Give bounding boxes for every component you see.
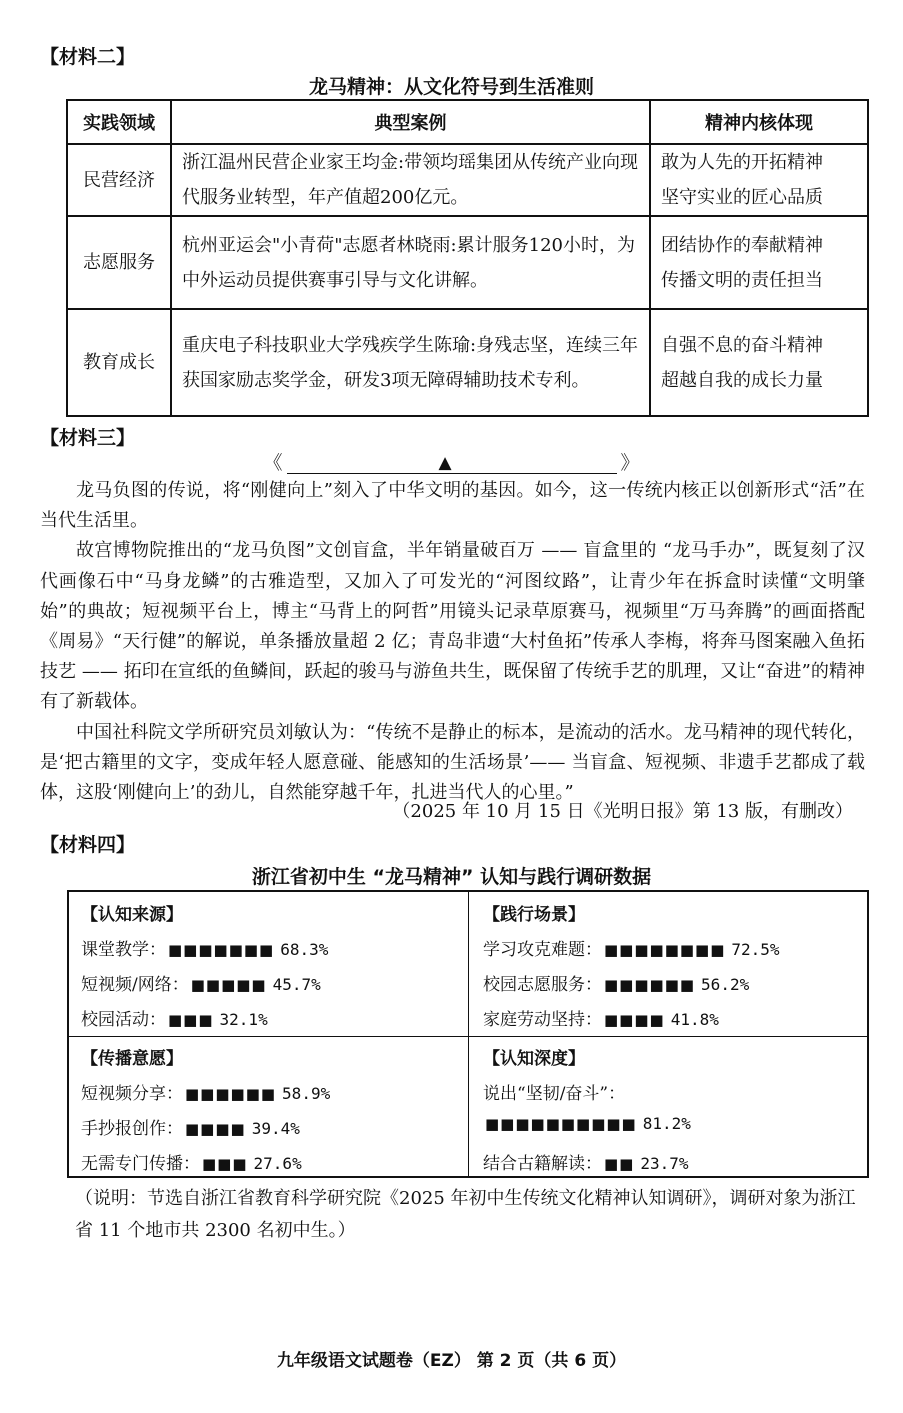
- table-row: [67, 216, 868, 309]
- item-label: 校园活动：: [81, 1010, 166, 1030]
- core-line: 传播文明的责任担当: [661, 269, 823, 291]
- row-core: [650, 144, 868, 216]
- material2-label: 【材料二】: [40, 46, 136, 68]
- item-bar: ■■■■■■■■: [604, 941, 726, 959]
- item-label: 说出“坚韧/奋斗”：: [483, 1084, 626, 1104]
- survey-heading: 【认知来源】: [81, 905, 183, 925]
- survey-item: [81, 1149, 302, 1174]
- item-value: 56.2%: [701, 975, 750, 994]
- survey-item: [81, 1114, 300, 1139]
- item-bar: ■■■■■■■: [168, 941, 275, 959]
- item-bar: ■■■■■■: [185, 1085, 277, 1103]
- item-bar: ■■■■■■■■■■: [485, 1115, 637, 1133]
- item-bar: ■■■: [202, 1155, 248, 1173]
- material3-title: [0, 448, 903, 475]
- core-line: 自强不息的奋斗精神: [661, 334, 823, 356]
- row-core: [650, 216, 868, 309]
- divider: [468, 892, 469, 1176]
- survey-cell-spread: [69, 1038, 464, 1180]
- core-line: 坚守实业的匠心品质: [661, 187, 823, 208]
- item-label: 结合古籍解读：: [483, 1154, 602, 1174]
- article-paragraph: 中国社科院文学所研究员刘敏认为：“传统不是静止的标本，是流动的活水。龙马精神的现代转化，是‘把古籍里的文字，变成年轻人愿意碰、能感知的生活场景’—— 当盲盒、短视频、非遗手艺都成了载体，这股‘刚健向上’的劲儿，自然能穿越千年，扎进当代人的心里。”: [40, 721, 865, 804]
- survey-heading: 【践行场景】: [483, 905, 585, 925]
- survey-item: [483, 1114, 691, 1134]
- item-value: 58.9%: [282, 1084, 331, 1103]
- article-source: （2025 年 10 月 15 日《光明日报》第 13 版，有删改）: [392, 801, 853, 822]
- core-line: 敢为人先的开拓精神: [661, 152, 823, 173]
- row-field: 志愿服务: [67, 216, 171, 309]
- table-row: [67, 309, 868, 416]
- article-paragraph: 故宫博物院推出的“龙马负图”文创盲盒，半年销量破百万 —— 盲盒里的 “龙马手办”，既复刻了汉代画像石中“马身龙鳞”的古雅造型，又加入了可发光的“河图纹路”，让青少年在拆盒时读懂“文明肇始”的典故；短视频平台上，博主“马背上的阿哲”用镜头记录草原赛马，视频里“万马奔腾”的画面搭配《周易》“天行健”的解说，单条播放量超 2 亿；青岛非遗“大村鱼拓”传承人李梅，将奔马图案融入鱼拓技艺 —— 拓印在宣纸的鱼鳞间，跃起的骏马与游鱼共生，既保留了传统手艺的肌理，又让“奋进”的精神有了新载体。: [40, 540, 865, 713]
- item-value: 68.3%: [280, 940, 329, 959]
- survey-note: （说明：节选自浙江省教育科学研究院《2025 年初中生传统文化精神认知调研》，调研对象为浙江省 11 个地市共 2300 名初中生。）: [75, 1188, 856, 1241]
- row-case: 浙江温州民营企业家王均金:带领均瑶集团从传统产业向现代服务业转型，年产值超200亿元。: [171, 144, 650, 216]
- title-open-bracket: 《: [263, 452, 283, 474]
- page-footer: 九年级语文试题卷（EZ） 第 2 页（共 6 页）: [276, 1351, 627, 1371]
- triangle-icon: ▲: [438, 452, 452, 473]
- item-label: 短视频/网络：: [81, 975, 189, 995]
- header-core: 精神内核体现: [650, 100, 868, 144]
- table-row: [67, 144, 868, 216]
- survey-item: [81, 1005, 268, 1030]
- item-label: 无需专门传播：: [81, 1154, 200, 1174]
- survey-item: [483, 970, 749, 995]
- item-bar: ■■■■: [604, 1011, 665, 1029]
- survey-cell-practice: [471, 892, 866, 1034]
- item-label: 短视频分享：: [81, 1084, 183, 1104]
- item-label: 校园志愿服务：: [483, 975, 602, 995]
- core-line: 团结协作的奉献精神: [661, 234, 823, 256]
- item-bar: ■■■■■: [190, 976, 267, 994]
- item-value: 45.7%: [272, 975, 321, 994]
- item-value: 39.4%: [251, 1119, 300, 1138]
- item-label: 学习攻克难题：: [483, 940, 602, 960]
- item-value: 32.1%: [219, 1010, 268, 1029]
- material3-label: 【材料三】: [40, 427, 136, 449]
- item-label: 手抄报创作：: [81, 1119, 183, 1139]
- article-body: [40, 476, 865, 808]
- survey-heading: 【认知深度】: [483, 1049, 585, 1069]
- row-field: 民营经济: [67, 144, 171, 216]
- item-bar: ■■■■■■: [604, 976, 696, 994]
- survey-item: [81, 935, 328, 960]
- material2-title: 龙马精神：从文化符号到生活准则: [308, 76, 594, 98]
- header-case: 典型案例: [171, 100, 650, 144]
- item-label: 家庭劳动坚持：: [483, 1010, 602, 1030]
- row-case: 杭州亚运会"小青荷"志愿者林晓雨:累计服务120小时，为中外运动员提供赛事引导与文化讲解。: [171, 216, 650, 309]
- core-line: 超越自我的成长力量: [661, 369, 823, 391]
- survey-item: [81, 970, 321, 995]
- survey-cell-source: [69, 892, 464, 1034]
- item-value: 23.7%: [640, 1154, 689, 1173]
- row-core: [650, 309, 868, 416]
- divider: [69, 1036, 867, 1037]
- survey-grid: [67, 890, 869, 1178]
- survey-item: [483, 935, 780, 960]
- survey-item: [483, 1079, 625, 1104]
- article-paragraph: 龙马负图的传说，将“刚健向上”刻入了中华文明的基因。如今，这一传统内核正以创新形式“活”在当代生活里。: [40, 480, 865, 532]
- item-bar: ■■■: [168, 1011, 214, 1029]
- item-bar: ■■■■: [185, 1120, 246, 1138]
- item-value: 72.5%: [731, 940, 780, 959]
- survey-heading: 【传播意愿】: [81, 1049, 183, 1069]
- material4-label: 【材料四】: [40, 834, 136, 856]
- item-value: 27.6%: [253, 1154, 302, 1173]
- material4-title: 浙江省初中生 “龙马精神” 认知与践行调研数据: [251, 866, 652, 888]
- item-label: 课堂教学：: [81, 940, 166, 960]
- row-case: 重庆电子科技职业大学残疾学生陈瑜:身残志坚，连续三年获国家励志奖学金，研发3项无障碍辅助技术专利。: [171, 309, 650, 416]
- item-bar: ■■: [604, 1155, 635, 1173]
- survey-item: [483, 1005, 719, 1030]
- cases-table: [66, 99, 869, 417]
- title-close-bracket: 》: [620, 452, 640, 474]
- row-field: 教育成长: [67, 309, 171, 416]
- title-blank: [287, 452, 617, 474]
- survey-item: [81, 1079, 330, 1104]
- survey-item: [483, 1149, 689, 1174]
- item-value: 81.2%: [642, 1114, 691, 1133]
- survey-cell-depth: [471, 1038, 866, 1180]
- item-value: 41.8%: [670, 1010, 719, 1029]
- header-field: 实践领域: [67, 100, 171, 144]
